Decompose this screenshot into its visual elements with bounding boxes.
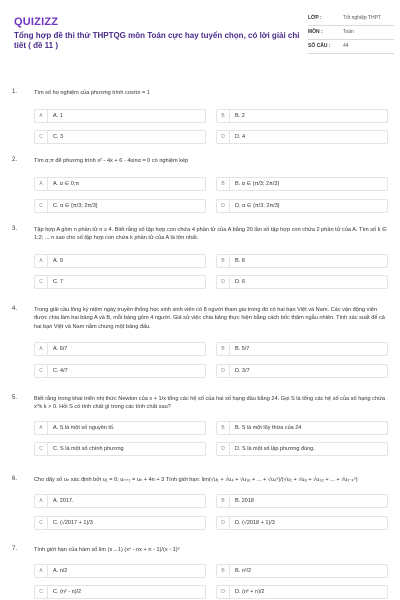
option-letter: C xyxy=(35,586,48,598)
option-letter: B xyxy=(217,565,230,577)
option-text: B. α ∈ {π/3; 2π/3} xyxy=(235,181,280,187)
option-text: A. S là một số nguyên tố. xyxy=(53,425,115,431)
question-text: Tập hợp A gồm n phần tử n ≥ 4. Biết rằng số tập hợp con chứa 4 phần tử của A bằng 20 lần số tập hợp con chứa 2 phần tử của A. Tìm số k ∈ 1;2; ... n sao cho số tập hợp con chứa k phần tử của A là lớn nhất. xyxy=(34,227,387,242)
document-header xyxy=(0,0,400,70)
answer-option-a[interactable] xyxy=(34,254,206,268)
option-letter: B xyxy=(217,255,230,267)
option-text: B. n²/2 xyxy=(235,568,252,574)
option-letter: B xyxy=(217,422,230,434)
option-text: C. S là một số chính phương xyxy=(53,446,124,452)
answer-option-c[interactable] xyxy=(34,585,206,599)
question-number: 1. xyxy=(12,89,18,95)
answer-option-b[interactable] xyxy=(216,342,388,356)
option-text: C. 7 xyxy=(53,279,64,285)
meta-label: SỐ CÂU : xyxy=(308,43,331,49)
question-number: 2. xyxy=(12,157,18,163)
meta-value: Toán xyxy=(343,29,354,35)
answer-option-a[interactable] xyxy=(34,342,206,356)
option-letter: D xyxy=(217,517,230,529)
answer-option-b[interactable] xyxy=(216,421,388,435)
option-letter: D xyxy=(217,443,230,455)
option-letter: C xyxy=(35,200,48,212)
meta-row-count xyxy=(308,40,394,54)
answer-option-c[interactable] xyxy=(34,442,206,456)
answer-option-a[interactable] xyxy=(34,494,206,508)
option-text: A. n/2 xyxy=(53,568,68,574)
question-number: 3. xyxy=(12,226,18,232)
answer-option-d[interactable] xyxy=(216,516,388,530)
option-letter: B xyxy=(217,110,230,122)
option-text: A. 2017. xyxy=(53,498,74,504)
option-text: C. 4/7 xyxy=(53,368,68,374)
option-text: D. 4 xyxy=(235,134,246,140)
option-letter: A xyxy=(35,565,48,577)
option-letter: A xyxy=(35,495,48,507)
answer-option-d[interactable] xyxy=(216,585,388,599)
answer-option-a[interactable] xyxy=(34,421,206,435)
option-text: C. α ∈ {π/3; 2π/3} xyxy=(53,203,98,209)
question-text: Trong giải cầu lông kỷ niệm ngày truyền thống học sinh sinh viên có 8 người tham gia trong đó có hai bạn Việt và Nam. Các vận động viên được chia làm hai bảng A và B, mỗi bảng gồm 4 người. Giả sử việc chia bảng thực hiện bằng cách bốc thăm ngẫu nhiên. Tính xác suất để cả hai bạn Việt và Nam nằm chung một bảng đấu. xyxy=(34,307,385,330)
question-text: Tìm α;π để phương trình x² - 4x + 6 - 4sinα = 0 có nghiệm kép xyxy=(34,158,189,164)
option-text: B. S là một lũy thừa của 24 xyxy=(235,425,302,431)
answer-option-a[interactable] xyxy=(34,109,206,123)
option-text: A. α ∈ 0;π xyxy=(53,181,80,187)
document-title: Tổng hợp đề thi thử THPTQG môn Toán cực hay tuyển chọn, có lời giải chi tiết ( đề 11 ) xyxy=(14,31,300,50)
answer-option-d[interactable] xyxy=(216,199,388,213)
answer-option-a[interactable] xyxy=(34,564,206,578)
option-text: A. 9 xyxy=(53,258,63,264)
option-letter: C xyxy=(35,443,48,455)
option-text: D. S là một số lập phương đúng. xyxy=(235,446,315,452)
question-text: Tìm số họ nghiệm của phương trình cosπx = 1 xyxy=(34,90,150,96)
option-text: B. 2 xyxy=(235,113,245,119)
meta-row-class xyxy=(308,12,394,26)
option-text: C. (√2017 + 1)/3 xyxy=(53,520,93,526)
option-text: D. α ∈ {π/3; 2π/3} xyxy=(235,203,280,209)
quizizz-logo: QUIZIZZ xyxy=(14,16,59,28)
answer-option-d[interactable] xyxy=(216,442,388,456)
meta-value: Tốt nghiệp THPT xyxy=(343,15,381,21)
answer-option-d[interactable] xyxy=(216,275,388,289)
option-text: B. 8 xyxy=(235,258,245,264)
option-text: B. 5/7 xyxy=(235,346,250,352)
option-text: B. 2018 xyxy=(235,498,254,504)
meta-label: LỚP : xyxy=(308,15,322,21)
meta-table xyxy=(308,12,394,54)
option-letter: D xyxy=(217,131,230,143)
answer-option-c[interactable] xyxy=(34,130,206,144)
option-letter: A xyxy=(35,343,48,355)
option-text: D. (n² + n)/2 xyxy=(235,589,265,595)
answer-option-c[interactable] xyxy=(34,275,206,289)
option-letter: A xyxy=(35,422,48,434)
option-text: A. 1 xyxy=(53,113,63,119)
meta-label: MÔN : xyxy=(308,29,323,35)
option-text: C. (n² - n)/2 xyxy=(53,589,82,595)
option-text: D. 6 xyxy=(235,279,246,285)
option-letter: D xyxy=(217,276,230,288)
option-letter: A xyxy=(35,178,48,190)
option-letter: C xyxy=(35,365,48,377)
question-number: 7. xyxy=(12,546,18,552)
answer-option-a[interactable] xyxy=(34,177,206,191)
answer-option-c[interactable] xyxy=(34,364,206,378)
answer-option-d[interactable] xyxy=(216,130,388,144)
answer-option-d[interactable] xyxy=(216,364,388,378)
option-letter: C xyxy=(35,131,48,143)
option-letter: A xyxy=(35,255,48,267)
question-text: Tính giới hạn của hàm số lim (x→1) (xⁿ - nx + n - 1)/(x - 1)² xyxy=(34,547,180,553)
option-letter: B xyxy=(217,178,230,190)
answer-option-b[interactable] xyxy=(216,109,388,123)
question-text: Cho dãy số uₙ xác định bởi u₁ = 0; uₙ₊₁ = uₙ + 4n + 3 Tính giới hạn: lim(√u₁ + √u₄ + √u₁₆ + ... + √u₄ⁿ)/(√u₂ + √u₈ + √u₃₂ + ... + √u₂·₄ⁿ) xyxy=(34,477,358,483)
option-letter: B xyxy=(217,343,230,355)
option-text: D. 3/7 xyxy=(235,368,250,374)
answer-option-c[interactable] xyxy=(34,516,206,530)
meta-value: 44 xyxy=(343,43,349,49)
option-text: D. (√2018 + 1)/3 xyxy=(235,520,275,526)
answer-option-c[interactable] xyxy=(34,199,206,213)
answer-option-b[interactable] xyxy=(216,254,388,268)
answer-option-b[interactable] xyxy=(216,177,388,191)
question-number: 5. xyxy=(12,395,18,401)
option-text: A. 6/7 xyxy=(53,346,68,352)
option-letter: D xyxy=(217,200,230,212)
option-letter: B xyxy=(217,495,230,507)
answer-option-b[interactable] xyxy=(216,564,388,578)
option-text: C. 3 xyxy=(53,134,64,140)
option-letter: A xyxy=(35,110,48,122)
meta-row-subject xyxy=(308,26,394,40)
option-letter: D xyxy=(217,586,230,598)
option-letter: D xyxy=(217,365,230,377)
question-text: Biết rằng trong khai triển nhị thức Newton của x + 1/x tổng các hệ số của hai số hạng đầu bằng 24. Gọi S là tổng các hệ số của số hạng chứa x^k k > 0. Hỏi S có tính chất gì trong các tính chất sau? xyxy=(34,396,385,411)
answer-option-b[interactable] xyxy=(216,494,388,508)
option-letter: C xyxy=(35,276,48,288)
question-number: 4. xyxy=(12,306,18,312)
question-number: 6. xyxy=(12,476,18,482)
option-letter: C xyxy=(35,517,48,529)
